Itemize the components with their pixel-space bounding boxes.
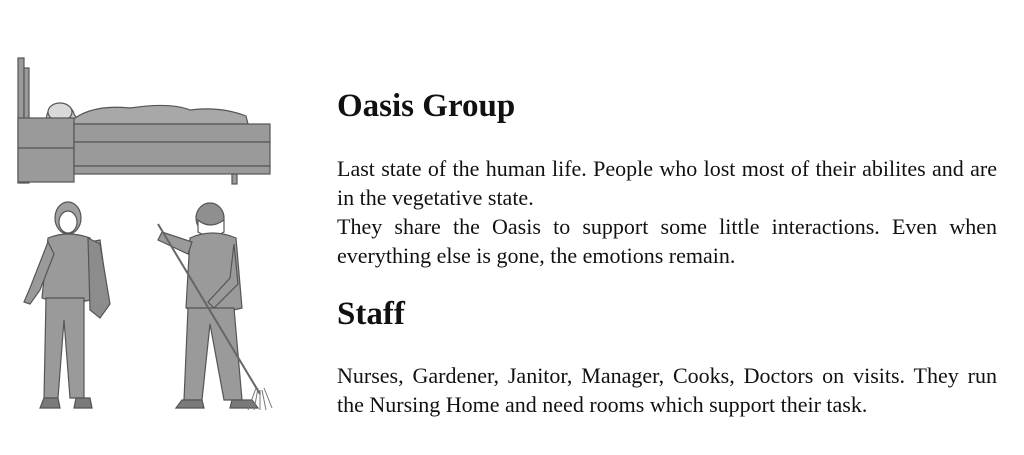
- oasis-description-1: Last state of the human life. People who lost most of their abilites and are in the vegetative state.: [337, 156, 997, 210]
- woman-with-bag-icon: [10, 198, 130, 418]
- description-text: [337, 88, 997, 419]
- janitor-sweeping-icon: [148, 198, 288, 418]
- section-heading-oasis-group: Oasis Group: [337, 88, 516, 124]
- oasis-description-2: They share the Oasis to support some little interactions. Even when everything else is gone, the emotions remain.: [337, 214, 997, 268]
- staff-description: Nurses, Gardener, Janitor, Manager, Cooks, Doctors on visits. They run the Nursing Home and need rooms which support their task.: [337, 363, 997, 417]
- section-heading-staff: Staff: [337, 296, 405, 332]
- illustration-panel: [0, 0, 300, 455]
